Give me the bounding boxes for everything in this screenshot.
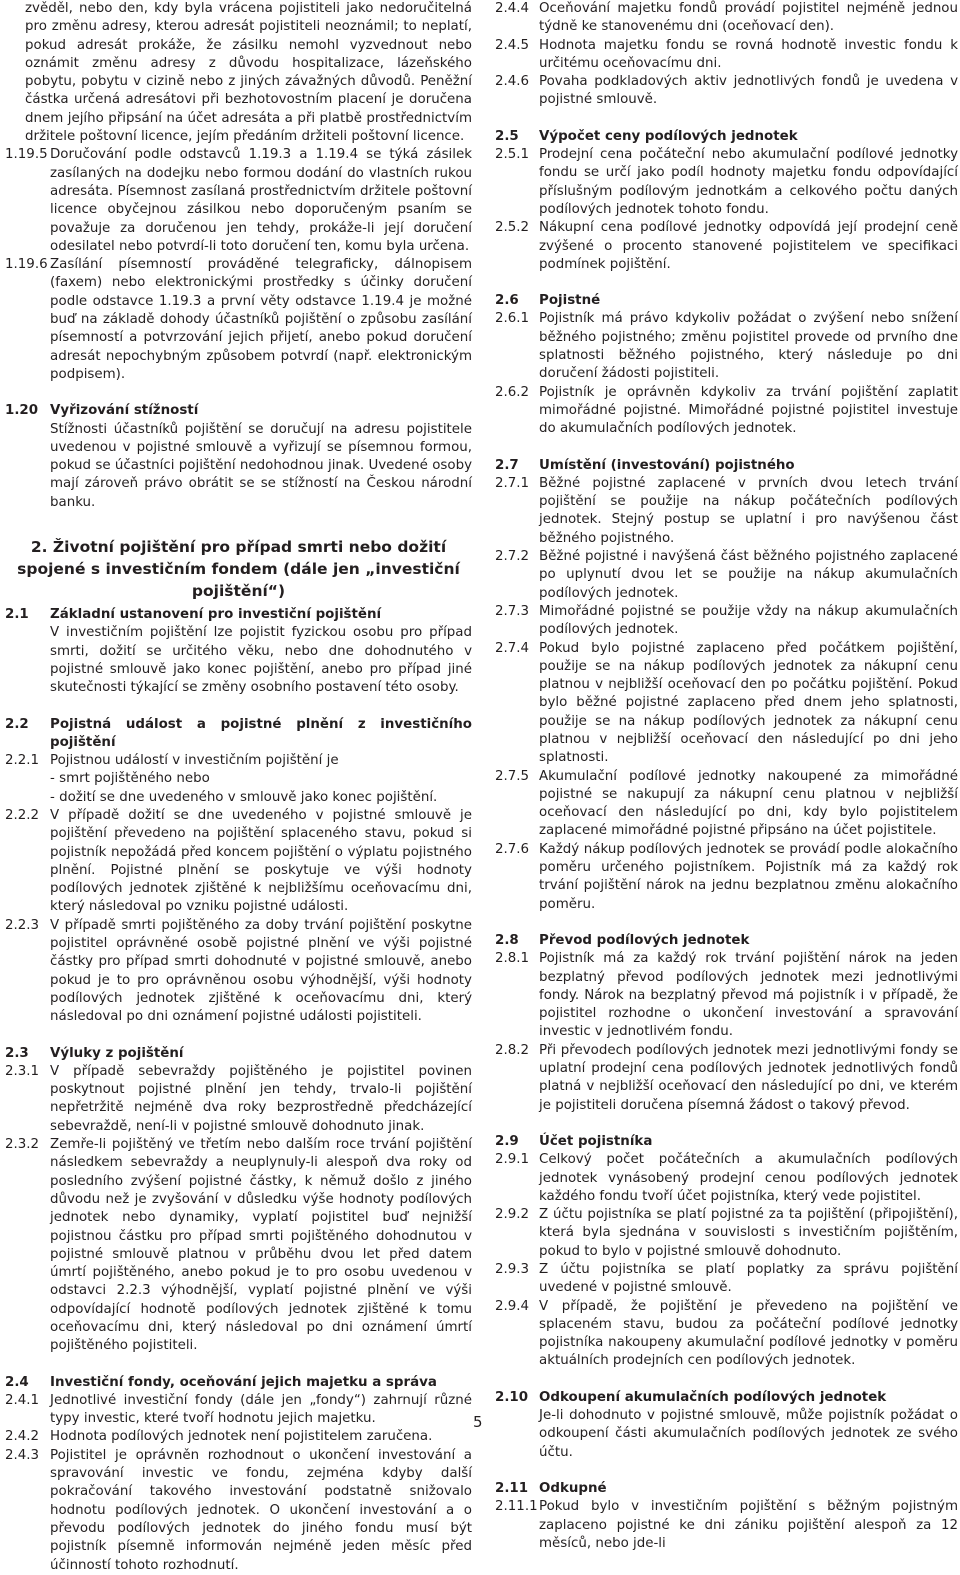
section-2-1-text: V investičním pojištění lze pojistit fyzickou osobu pro případ smrti, dožití se určitého věku, nebo dne dohodnutého v pojistné smlouvě jako konec pojištění, anebo pro případ jiné skutečnosti týkající se změny osobního postavení této osoby. bbox=[50, 625, 472, 696]
page-number: 5 bbox=[473, 1413, 483, 1431]
clause-text: V případě sebevraždy pojištěného je pojistitel povinen poskytnout pojistné plnění jen tehdy, trvalo-li pojištění nepřetržitě nejméně dva roky bezprostředně předcházející sebevraždě, není-li v pojistné smlouvě dohodnuto jinak. bbox=[50, 1063, 472, 1134]
clause-number: 2.6.2 bbox=[495, 384, 530, 400]
clause-number: 2.9.3 bbox=[495, 1262, 530, 1277]
section-title: Účet pojistníka bbox=[539, 1133, 653, 1149]
section-number: 2.10 bbox=[495, 1389, 529, 1405]
clause-number: 2.7.3 bbox=[495, 603, 530, 619]
section-title: Odkupné bbox=[539, 1480, 607, 1496]
clause-text: Doručování podle odstavců 1.19.3 a 1.19.4 se týká zásilek zasílaných na dodejku nebo formou dodání do vlastních rukou adresáta. Písemnost zasílaná prostřednictvím držitele poštovní licence obyčejnou zásilkou nebo doporučeným psaním se považuje za doručenou jen tehdy, prokáže-li její doručení odesilatel nebo potvrdí-li toto doručení ten, komu byla určena. bbox=[50, 147, 472, 254]
clause-text: Oceňování majetku fondů provádí pojistitel nejméně jednou týdně ke stanovenému dni (oceňovací den). bbox=[539, 1, 958, 35]
intro-paragraph: zvěděl, nebo den, kdy byla vrácena pojistiteli jako nedoručitelná pro změnu adresy, kterou adresát pojistiteli neoznámil; to neplatí, pokud adresát prokáže, že zásilku nemohl vyzvednout nebo oznámit změnu adresy z důvodu hospitalizace, lázeňského pobytu, pobytu v cizině nebo z jiných závažných důvodů. Peněžní částka určená adresátovi při bezhotovostním placení je doručena dnem jejího připsání na účet adresáta a při platbě prostřednictvím držitele poštovní licence, jejím předáním držiteli poštovní licence. bbox=[25, 1, 472, 145]
section-title: Odkoupení akumulačních podílových jednotek bbox=[539, 1389, 887, 1405]
section-2-3-heading bbox=[5, 1045, 472, 1063]
clause-number: 2.4.6 bbox=[495, 74, 530, 90]
clause-number: 2.4.5 bbox=[495, 37, 530, 53]
clause-text: Pokud bylo pojistné zaplaceno před počátkem pojištění, použije se na nákup podílových jednotek za nákupní cenu platnou v nejbližší oceňovací den po počátku pojištění. Pokud bylo běžné pojistné zaplaceno před dnem jeho splatnosti, použije se na nákup podílových jednotek za nákupní cenu platnou v nejbližší oceňovací den následující po dni jeho splatnosti. bbox=[539, 640, 958, 766]
section-2-2-heading bbox=[5, 716, 472, 753]
clause-number: 2.3.1 bbox=[5, 1063, 40, 1079]
clause-2-9-2 bbox=[495, 1206, 958, 1261]
clause-text: Mimořádné pojistné se použije vždy na nákup akumulačních podílových jednotek. bbox=[539, 603, 958, 638]
clause-number: 2.7.6 bbox=[495, 841, 530, 857]
clause-list-item: - smrt pojištěného nebo bbox=[50, 771, 210, 787]
clause-2-7-5 bbox=[495, 768, 958, 841]
clause-number: 1.19.5 bbox=[5, 147, 48, 163]
clause-text: Zasílání písemností prováděné telegraficky, dálnopisem (faxem) nebo elektronickými prostředky s účinky doručení podle odstavce 1.19.3 a první věty odstavce 1.19.4 je možné buď na základě dohody účastníků pojištění o způsobu zasílání písemností a potvrzování jejich přijetí, anebo pokud doručení adresát nepochybným způsobem potvrdí (např. elektronickým podpisem). bbox=[50, 257, 472, 382]
clause-number: 2.5.1 bbox=[495, 147, 530, 163]
clause-text: Hodnota majetku fondu se rovná hodnotě investic fondu k určitému oceňovacímu dni. bbox=[539, 37, 958, 71]
clause-number: 2.9.1 bbox=[495, 1152, 530, 1168]
clause-number: 2.4.2 bbox=[5, 1429, 40, 1445]
section-2-7-heading bbox=[495, 457, 958, 475]
clause-text: Nákupní cena podílové jednotky odpovídá její prodejní ceně zvýšené o procento stanovené pojistitelem ve specifikaci podmínek pojištění. bbox=[539, 220, 958, 272]
clause-2-9-3 bbox=[495, 1261, 958, 1298]
clause-2-7-3 bbox=[495, 603, 958, 640]
section-title: Převod podílových jednotek bbox=[539, 932, 750, 948]
clause-text: Pokud bylo v investičním pojištění s běžným pojistným zaplaceno pojistné ke dni zániku pojištění alespoň za 12 měsíců, nebo jde-li bbox=[539, 1499, 958, 1551]
clause-number: 2.9.2 bbox=[495, 1207, 530, 1223]
clause-text: Prodejní cena počáteční nebo akumulační podílové jednotky fondu se určí jako podíl hodnoty majetku fondu odpovídající příslušným podílovým jednotkám a celkového počtu daných podílových jednotek tohoto fondu. bbox=[539, 147, 958, 217]
clause-text: Z účtu pojistníka se platí poplatky za správu pojištění uvedené v pojistné smlouvě. bbox=[539, 1262, 958, 1296]
clause-number: 2.5.2 bbox=[495, 220, 530, 236]
clause-text: V případě dožití se dne uvedeného v pojistné smlouvě je pojištění převedeno na pojištění splaceného stavu, pokud si pojistník nepožádá před koncem pojištění o výplatu pojistného plnění. Pojistné plnění se poskytuje ve výši hodnoty podílových jednotek zjištěné k nejbližšímu oceňovacímu dni, který následoval po vzniku pojistné události. bbox=[50, 807, 472, 915]
chapter-title-line-1: 2. Životní pojištění pro případ smrti nebo dožití bbox=[30, 538, 447, 557]
clause-number: 2.11.1 bbox=[495, 1499, 538, 1515]
clause-1-19-6 bbox=[5, 256, 472, 384]
clause-list-item: - dožití se dne uvedeného v smlouvě jako konec pojištění. bbox=[50, 789, 438, 805]
section-title: Výpočet ceny podílových jednotek bbox=[539, 128, 798, 144]
section-title: Vyřizování stížností bbox=[50, 403, 199, 419]
section-2-8-heading bbox=[495, 932, 958, 950]
section-2-4-heading bbox=[5, 1374, 472, 1392]
clause-text: Celkový počet počátečních a akumulačních podílových jednotek vynásobený prodejní cenou podílových jednotek každého fondu tvoří účet pojistníka, který vede pojistitel. bbox=[539, 1152, 958, 1204]
clause-2-5-1 bbox=[495, 146, 958, 219]
clause-number: 2.9.4 bbox=[495, 1298, 530, 1314]
section-number: 2.8 bbox=[495, 932, 519, 948]
clause-text: Z účtu pojistníka se platí pojistné za ta pojištění (připojištění), která byla sjednána v souvislosti s investičním pojištěním, pokud to bylo v pojistné smlouvě dohodnuto. bbox=[539, 1207, 958, 1259]
section-2-10-heading bbox=[495, 1389, 958, 1407]
clause-text: Hodnota podílových jednotek není pojistitelem zaručena. bbox=[50, 1429, 433, 1445]
clause-number: 2.7.2 bbox=[495, 549, 530, 565]
clause-number: 2.7.1 bbox=[495, 475, 530, 491]
clause-number: 2.2.3 bbox=[5, 917, 40, 933]
section-1-20-text: Stížnosti účastníků pojištění se doručují na adresu pojistitele uvedenou v pojistné smlouvě a vyřizují se písemnou formou, pokud se účastníci pojištění nedohodnou jinak. Uvedené osoby mají zároveň právo obrátit se se stížností na Českou národní banku. bbox=[50, 421, 472, 510]
left-column bbox=[5, 0, 472, 1575]
section-number: 2.11 bbox=[495, 1480, 529, 1496]
section-2-5-heading bbox=[495, 128, 958, 146]
clause-number: 2.2.1 bbox=[5, 753, 40, 769]
clause-text: Každý nákup podílových jednotek se provádí podle alokačního poměru určeného pojistníkem. Pojistník má za každý rok trvání pojištění nárok na jednu bezplatnou změnu alokačního poměru. bbox=[539, 841, 958, 912]
clause-number: 2.4.3 bbox=[5, 1447, 40, 1463]
clause-number: 2.2.2 bbox=[5, 807, 40, 823]
clause-text: Pojistitel je oprávněn rozhodnout o ukončení investování a spravování investic ve fondu, zejména kdyby další pokračování takového investování podstatně snižovalo hodnotu podílových jednotek. O ukončení investování a o převodu podílových jednotek do jiného fondu musí být pojistník písemně informován nejméně jeden měsíc před účinností tohoto rozhodnutí. bbox=[50, 1447, 472, 1573]
section-number: 2.1 bbox=[5, 607, 29, 623]
clause-number: 1.19.6 bbox=[5, 257, 48, 273]
clause-2-8-1 bbox=[495, 950, 958, 1041]
clause-2-7-6 bbox=[495, 841, 958, 914]
section-number: 2.4 bbox=[5, 1374, 29, 1390]
clause-text: V případě smrti pojištěného za doby trvání pojištění poskytne pojistitel oprávněné osobě pojistné plnění ve výši pojistné částky pro případ smrti dohodnuté v pojistné smlouvě, anebo pokud je to pro oprávněnou osobu výhodnější, výši hodnoty podílových jednotek zjištěné k oceňovacímu dni, který následoval po dni oznámení pojistné události pojistiteli. bbox=[50, 917, 472, 1025]
clause-number: 2.7.5 bbox=[495, 768, 530, 784]
clause-number: 2.8.1 bbox=[495, 951, 530, 967]
clause-text: V případě, že pojištění je převedeno na pojištění ve splaceném stavu, budou za počáteční podílové jednotky pojistníka nakoupeny akumulační podílové jednotky v poměru aktuálních prodejních cen podílových jednotek. bbox=[539, 1298, 958, 1369]
clause-text: Pojistnou událostí v investičním pojištění je bbox=[50, 753, 339, 769]
clause-2-4-1 bbox=[5, 1392, 472, 1429]
section-title: Investiční fondy, oceňování jejich majetku a správa bbox=[50, 1374, 437, 1390]
clause-number: 2.4.1 bbox=[5, 1392, 40, 1408]
clause-2-4-2 bbox=[5, 1428, 472, 1446]
section-number: 1.20 bbox=[5, 403, 39, 419]
clause-2-7-1 bbox=[495, 475, 958, 548]
section-title: Pojistné bbox=[539, 293, 601, 309]
section-2-10-text: Je-li dohodnuto v pojistné smlouvě, může pojistník požádat o odkoupení části akumulačních podílových jednotek ze svého účtu. bbox=[539, 1408, 958, 1460]
clause-text: Pojistník má právo kdykoliv požádat o zvýšení nebo snížení běžného pojistného; změnu pojistitel provede od prvního dne splatnosti běžného pojistného, který následuje po dni doručení žádosti pojistiteli. bbox=[539, 311, 958, 382]
clause-text: Povaha podkladových aktiv jednotlivých fondů je uvedena v pojistné smlouvě. bbox=[539, 74, 958, 108]
section-number: 2.9 bbox=[495, 1133, 519, 1149]
clause-2-6-1 bbox=[495, 310, 958, 383]
section-number: 2.6 bbox=[495, 293, 519, 309]
clause-2-6-2 bbox=[495, 384, 958, 439]
clause-2-4-5 bbox=[495, 37, 958, 74]
section-number: 2.3 bbox=[5, 1045, 29, 1061]
section-number: 2.7 bbox=[495, 457, 519, 473]
clause-text: Běžné pojistné i navýšená část běžného pojistného zaplacené po uplynutí dvou let se použije na nákup akumulačních podílových jednotek. bbox=[539, 549, 958, 601]
clause-2-9-4 bbox=[495, 1298, 958, 1371]
clause-2-11-1 bbox=[495, 1498, 958, 1553]
clause-2-4-4 bbox=[495, 0, 958, 37]
clause-number: 2.8.2 bbox=[495, 1042, 530, 1058]
clause-text: Pojistník má za každý rok trvání pojištění nárok na jeden bezplatný převod podílových jednotek mezi jednotlivými fondy. Nárok na bezplatný převod má pojistník i v případě, že pojistitel rozhodne o ukončení investování a spravování investic v jednotlivém fondu. bbox=[539, 951, 958, 1040]
clause-2-7-2 bbox=[495, 548, 958, 603]
section-2-11-heading bbox=[495, 1480, 958, 1498]
clause-number: 2.6.1 bbox=[495, 311, 530, 327]
section-title: Základní ustanovení pro investiční pojištění bbox=[50, 607, 382, 623]
clause-2-9-1 bbox=[495, 1151, 958, 1206]
clause-2-2-1 bbox=[5, 752, 472, 807]
clause-2-3-2 bbox=[5, 1136, 472, 1356]
clause-text: Pojistník je oprávněn kdykoliv za trvání pojištění zaplatit mimořádné pojistné. Mimořádné pojistné pojistitel investuje do akumulačních podílových jednotek. bbox=[539, 384, 958, 437]
section-2-6-heading bbox=[495, 292, 958, 310]
clause-2-4-6 bbox=[495, 73, 958, 110]
section-2-1-heading bbox=[5, 606, 472, 624]
right-column bbox=[495, 0, 958, 1553]
section-number: 2.2 bbox=[5, 716, 29, 732]
section-2-9-heading bbox=[495, 1133, 958, 1151]
clause-2-7-4 bbox=[495, 640, 958, 768]
clause-text: Při převodech podílových jednotek mezi jednotlivými fondy se uplatní prodejní cena podílových jednotek jednotlivých fondů platná v nejbližší oceňovací den následující po dni, ve kterém je pojistiteli doručena písemná žádost o takový převod. bbox=[539, 1042, 958, 1113]
clause-2-4-3 bbox=[5, 1447, 472, 1575]
clause-text: Akumulační podílové jednotky nakoupené za mimořádné pojistné se nakupují za nákupní cenu platnou v nejbližší oceňovací den následující po dni, kdy bylo pojistitelem zaplacené mimořádné pojistné připsáno na účet pojistitele. bbox=[539, 768, 958, 839]
clause-number: 2.3.2 bbox=[5, 1137, 40, 1153]
clause-number: 2.7.4 bbox=[495, 640, 530, 656]
section-number: 2.5 bbox=[495, 128, 519, 144]
clause-2-3-1 bbox=[5, 1063, 472, 1136]
clause-text: Zemře-li pojištěný ve třetím nebo dalším roce trvání pojištění následkem sebevraždy a neuplynuly-li alespoň dva roky od posledního zvýšení pojistné částky, k němuž došlo z jiného důvodu než je zvyšování v důsledku výše hodnoty podílových jednotek nebo dynamiky, vyplatí pojistitel buď nejnižší pojistnou částku pro případ smrti pojištěného dohodnutou v pojistné smlouvě platnou v průběhu dvou let před datem úmrtí pojištěného, anebo pokud je to pro osobu uvedenou v odstavci 2.2.3 výhodnější, vyplatí pojistné plnění ve výši odpovídající hodnotě podílových jednotek zjištěné k tomu oceňovacímu dni, který následoval po dni oznámení úmrtí pojištěného pojistiteli. bbox=[50, 1137, 472, 1354]
clause-text: Běžné pojistné zaplacené v prvních dvou letech trvání pojištění se použije na nákup počátečních podílových jednotek. Stejný postup se uplatní i pro navýšenou část běžného pojistného. bbox=[539, 475, 958, 546]
clause-text: Jednotlivé investiční fondy (dále jen „fondy“) zahrnují různé typy investic, které tvoří hodnotu jejich majetku. bbox=[50, 1392, 472, 1427]
clause-number: 2.4.4 bbox=[495, 1, 530, 16]
clause-1-19-5 bbox=[5, 146, 472, 256]
clause-2-2-2 bbox=[5, 807, 472, 917]
section-title: Umístění (investování) pojistného bbox=[539, 457, 795, 473]
chapter-title-line-2: spojené s investičním fondem (dále jen „investiční pojištění“) bbox=[17, 560, 460, 601]
clause-2-5-2 bbox=[495, 219, 958, 274]
clause-2-8-2 bbox=[495, 1042, 958, 1115]
section-title: Výluky z pojištění bbox=[50, 1045, 184, 1061]
clause-2-2-3 bbox=[5, 917, 472, 1027]
section-1-20-heading bbox=[5, 402, 472, 420]
section-title: Pojistná událost a pojistné plnění z investičního pojištění bbox=[50, 716, 472, 750]
